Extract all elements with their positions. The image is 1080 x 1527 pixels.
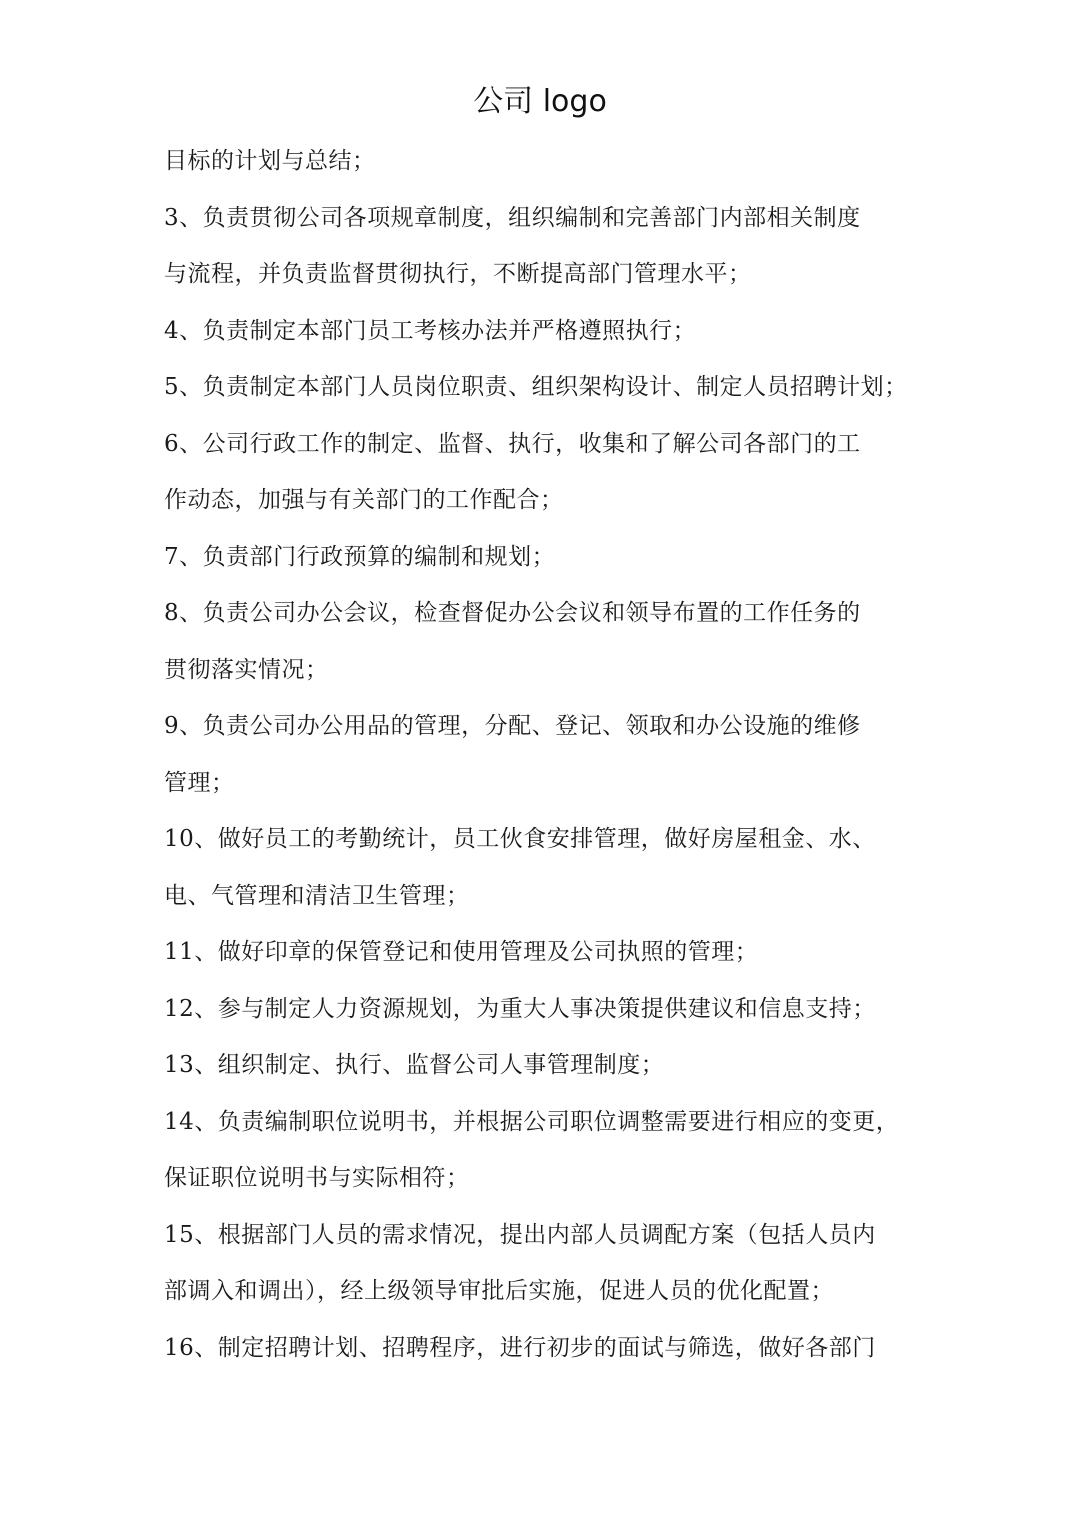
text-line: 管理；	[164, 769, 235, 796]
text-line: 12、参与制定人力资源规划，为重大人事决策提供建议和信息支持；	[164, 995, 876, 1022]
text-line: 电、气管理和清洁卫生管理；	[164, 882, 470, 909]
text-line: 部调入和调出），经上级领导审批后实施，促进人员的优化配置；	[164, 1278, 834, 1304]
text-line: 6、公司行政工作的制定、监督、执行，收集和了解公司各部门的工	[164, 430, 861, 457]
text-line: 7、负责部门行政预算的编制和规划；	[164, 543, 556, 570]
text-line: 8、负责公司办公会议，检查督促办公会议和领导布置的工作任务的	[164, 600, 861, 626]
text-line: 5、负责制定本部门人员岗位职责、组织架构设计、制定人员招聘计划；	[164, 374, 908, 400]
text-line: 9、负责公司办公用品的管理，分配、登记、领取和办公设施的维修	[164, 713, 861, 739]
text-line: 保证职位说明书与实际相符；	[164, 1165, 470, 1191]
text-line: 10、做好员工的考勤统计，员工伙食安排管理，做好房屋租金、水、	[164, 826, 876, 852]
text-line: 3、负责贯彻公司各项规章制度，组织编制和完善部门内部相关制度	[164, 204, 861, 231]
text-line: 目标的计划与总结；	[164, 148, 376, 174]
text-line: 15、根据部门人员的需求情况，提出内部人员调配方案（包括人员内	[164, 1221, 876, 1248]
text-line: 作动态，加强与有关部门的工作配合；	[164, 487, 564, 513]
company-logo-text: 公司 logo	[473, 84, 607, 119]
text-line: 与流程，并负责监督贯彻执行，不断提高部门管理水平；	[164, 261, 752, 287]
document-body	[164, 133, 944, 1376]
text-line: 14、负责编制职位说明书，并根据公司职位调整需要进行相应的变更，	[164, 1108, 900, 1135]
text-line: 4、负责制定本部门员工考核办法并严格遵照执行；	[164, 317, 697, 344]
text-line: 11、做好印章的保管登记和使用管理及公司执照的管理；	[164, 939, 759, 965]
text-line: 16、制定招聘计划、招聘程序，进行初步的面试与筛选，做好各部门	[164, 1334, 876, 1361]
text-line: 13、组织制定、执行、监督公司人事管理制度；	[164, 1052, 665, 1078]
text-line: 贯彻落实情况；	[164, 656, 329, 683]
